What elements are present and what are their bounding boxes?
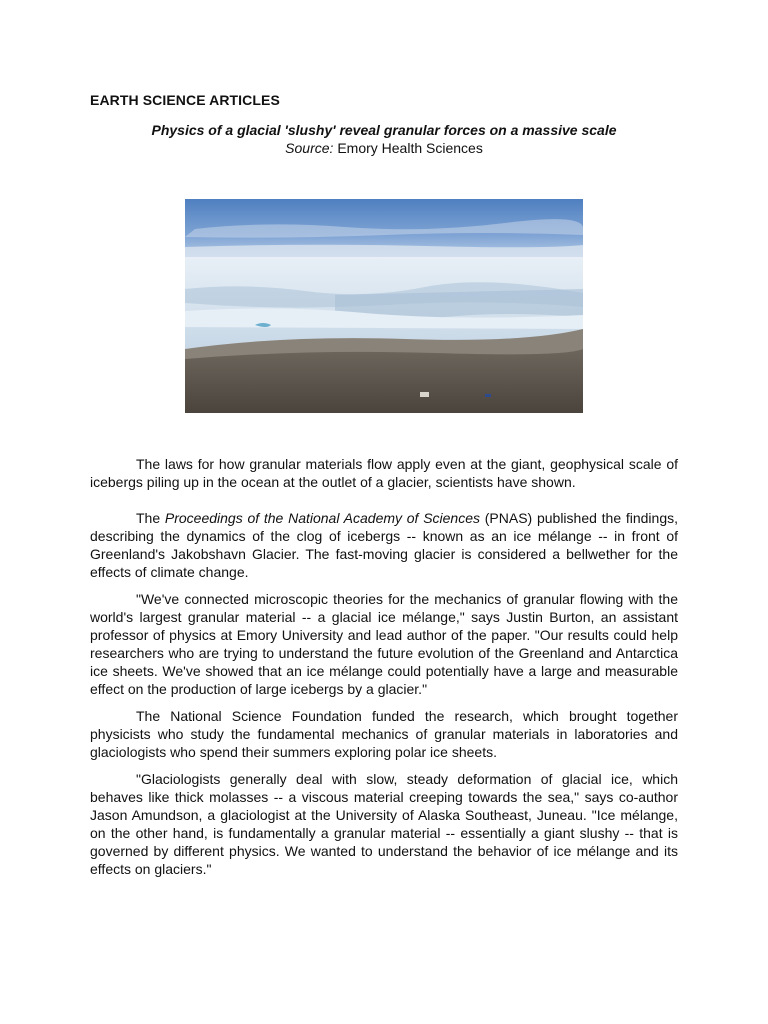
paragraph-2-rest: (PNAS) published the findings, describing the dynamics of the clog of icebergs -- known as an ice mélange -- in front of Greenland's Jakobshavn Glacier. The fast-moving glacier is considered a bellwether for the effects of climate change. (90, 510, 678, 580)
paragraph-4: The National Science Foundation funded the research, which brought together physicists who study the fundamental mechanics of granular materials in laboratories and glaciologists who spend their summers exploring polar ice sheets. (90, 708, 678, 760)
glacier-photo (185, 199, 583, 413)
section-title: EARTH SCIENCE ARTICLES (90, 92, 280, 108)
journal-name: Proceedings of the National Academy of Sciences (164, 510, 481, 526)
paragraph-2 (90, 509, 678, 581)
rocky-foreground (185, 349, 583, 413)
article-body (90, 455, 678, 887)
source-name: Emory Health Sciences (337, 140, 483, 156)
paragraph-1: The laws for how granular materials flow apply even at the giant, geophysical scale of icebergs piling up in the ocean at the outlet of a glacier, scientists have shown. (90, 456, 678, 490)
paragraph-3: "We've connected microscopic theories for the mechanics of granular flowing with the world's largest granular material -- a glacial ice mélange," says Justin Burton, an assistant professor of physics at Emory University and lead author of the paper. "Our results could help researchers who are trying to understand the future evolution of the Greenland and Antarctica ice sheets. We've showed that an ice mélange could potentially have a large and measurable effect on the production of large icebergs by a glacier." (90, 591, 678, 697)
rock-marker (420, 392, 429, 397)
paragraph-2-lead: The (136, 510, 165, 526)
glacier-photo-illustration (185, 199, 583, 413)
source-line (90, 140, 678, 156)
gear-bag (485, 394, 491, 397)
article-headline: Physics of a glacial 'slushy' reveal granular forces on a massive scale (151, 122, 617, 138)
source-label: Source: (285, 140, 334, 156)
paragraph-5: "Glaciologists generally deal with slow, steady deformation of glacial ice, which behaves like thick molasses -- a viscous material creeping towards the sea," says co-author Jason Amundson, a glaciologist at the University of Alaska Southeast, Juneau. "Ice mélange, on the other hand, is fundamentally a granular material -- essentially a giant slushy -- that is governed by different physics. We wanted to understand the behavior of ice mélange and its effects on glaciers." (90, 771, 678, 877)
